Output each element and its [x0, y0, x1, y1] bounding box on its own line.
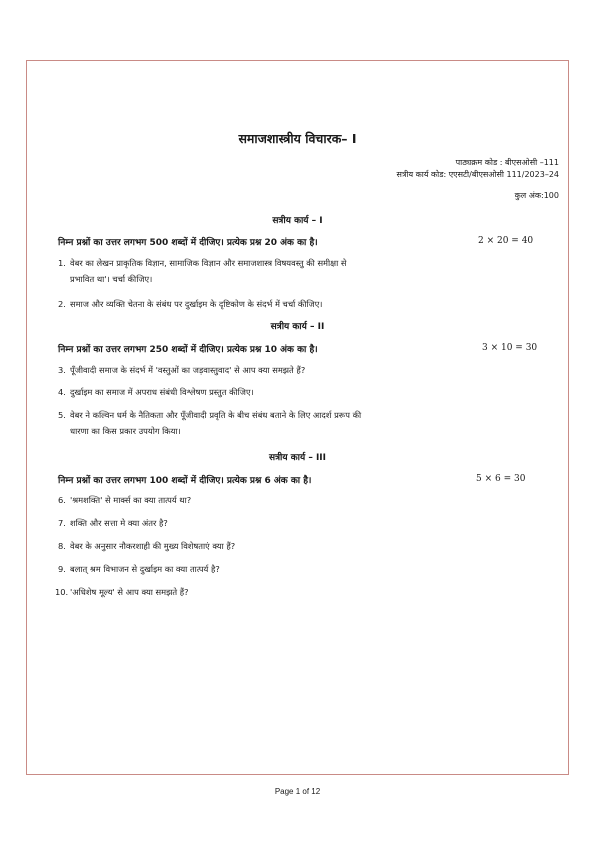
- assignment-code: सत्रीय कार्य कोड: एएसटी/बीएसओसी 111/2023–24: [396, 170, 559, 179]
- question-item: [58, 515, 168, 531]
- question-number: 3.: [58, 365, 66, 375]
- question-text: दुर्खाइम का समाज में अपराध संबंधी विश्लेषण प्रस्तुत कीजिए।: [70, 387, 254, 397]
- question-text: बलात् श्रम विभाजन से दुर्खाइम का क्या तात्पर्य है?: [70, 564, 220, 574]
- document-title: समाजशास्त्रीय विचारक– I: [238, 131, 357, 146]
- section-instruction: निम्न प्रश्नों का उत्तर लगभग 500 शब्दों में दीजिए। प्रत्येक प्रश्न 20 अंक का है।: [58, 238, 318, 248]
- question-number: 2.: [58, 299, 66, 309]
- question-item: [58, 538, 235, 554]
- section-marks: 5 × 6 = 30: [476, 474, 526, 484]
- section-heading: सत्रीय कार्य – II: [270, 322, 325, 332]
- question-item: [58, 255, 347, 287]
- question-item: [58, 561, 220, 577]
- question-number: 6.: [58, 495, 66, 505]
- question-number: 5.: [58, 410, 66, 420]
- question-text: समाज और व्यक्ति चेतना के संबंध पर दुर्खाइम के दृष्टिकोण के संदर्भ में चर्चा कीजिए।: [70, 299, 323, 309]
- question-item: [58, 384, 254, 400]
- question-item: [58, 296, 322, 312]
- question-text-continued: धारणा का किस प्रकार उपयोग किया।: [70, 426, 181, 436]
- section-heading: सत्रीय कार्य – I: [272, 216, 323, 226]
- section-marks: 2 × 20 = 40: [478, 236, 534, 246]
- section-instruction: निम्न प्रश्नों का उत्तर लगभग 250 शब्दों में दीजिए। प्रत्येक प्रश्न 10 अंक का है।: [58, 345, 318, 355]
- page-number: Page 1 of 12: [274, 787, 321, 796]
- question-number: 1.: [58, 258, 66, 268]
- section-heading: सत्रीय कार्य – III: [268, 453, 326, 463]
- question-text: शक्ति और सत्ता मे क्या अंतर है?: [70, 518, 168, 528]
- section-marks: 3 × 10 = 30: [482, 343, 538, 353]
- course-code: पाठ्यक्रम कोड : बीएसओसी –111: [455, 158, 559, 167]
- question-text: वेबर का लेखन प्राकृतिक विज्ञान, सामाजिक विज्ञान और समाजशास्त्र विषयवस्तु की समीक्षा से: [70, 258, 347, 268]
- question-text: 'श्रमशक्ति' से मार्क्स का क्या तात्पर्य था?: [70, 495, 192, 505]
- question-text: वेबर के अनुसार नौकरशाही की मुख्य विशेषताएं क्या हैं?: [70, 541, 236, 551]
- section-instruction: निम्न प्रश्नों का उत्तर लगभग 100 शब्दों में दीजिए। प्रत्येक प्रश्न 6 अंक का है।: [58, 476, 312, 486]
- question-item: [58, 492, 191, 508]
- question-item: [55, 584, 189, 600]
- question-text: 'अधिशेष मूल्य' से आप क्या समझते हैं?: [70, 587, 189, 597]
- question-item: [58, 362, 305, 378]
- question-text-continued: प्रभावित था'। चर्चा कीजिए।: [70, 274, 153, 284]
- question-text: पूँजीवादी समाज के संदर्भ में 'वस्तुओं का जड़वास्तुवाद' से आप क्या समझते हैं?: [70, 365, 306, 375]
- question-number: 10.: [55, 587, 69, 597]
- question-text: वेबर ने कल्विन धर्म के नैतिकता और पूँजीवादी प्रवृति के बीच संबंध बताने के लिए आदर्श प्ररूप की: [70, 410, 362, 420]
- question-item: [58, 407, 361, 439]
- question-number: 8.: [58, 541, 66, 551]
- question-number: 7.: [58, 518, 66, 528]
- question-number: 4.: [58, 387, 66, 397]
- total-marks: कुल अंक:100: [514, 191, 559, 200]
- question-number: 9.: [58, 564, 66, 574]
